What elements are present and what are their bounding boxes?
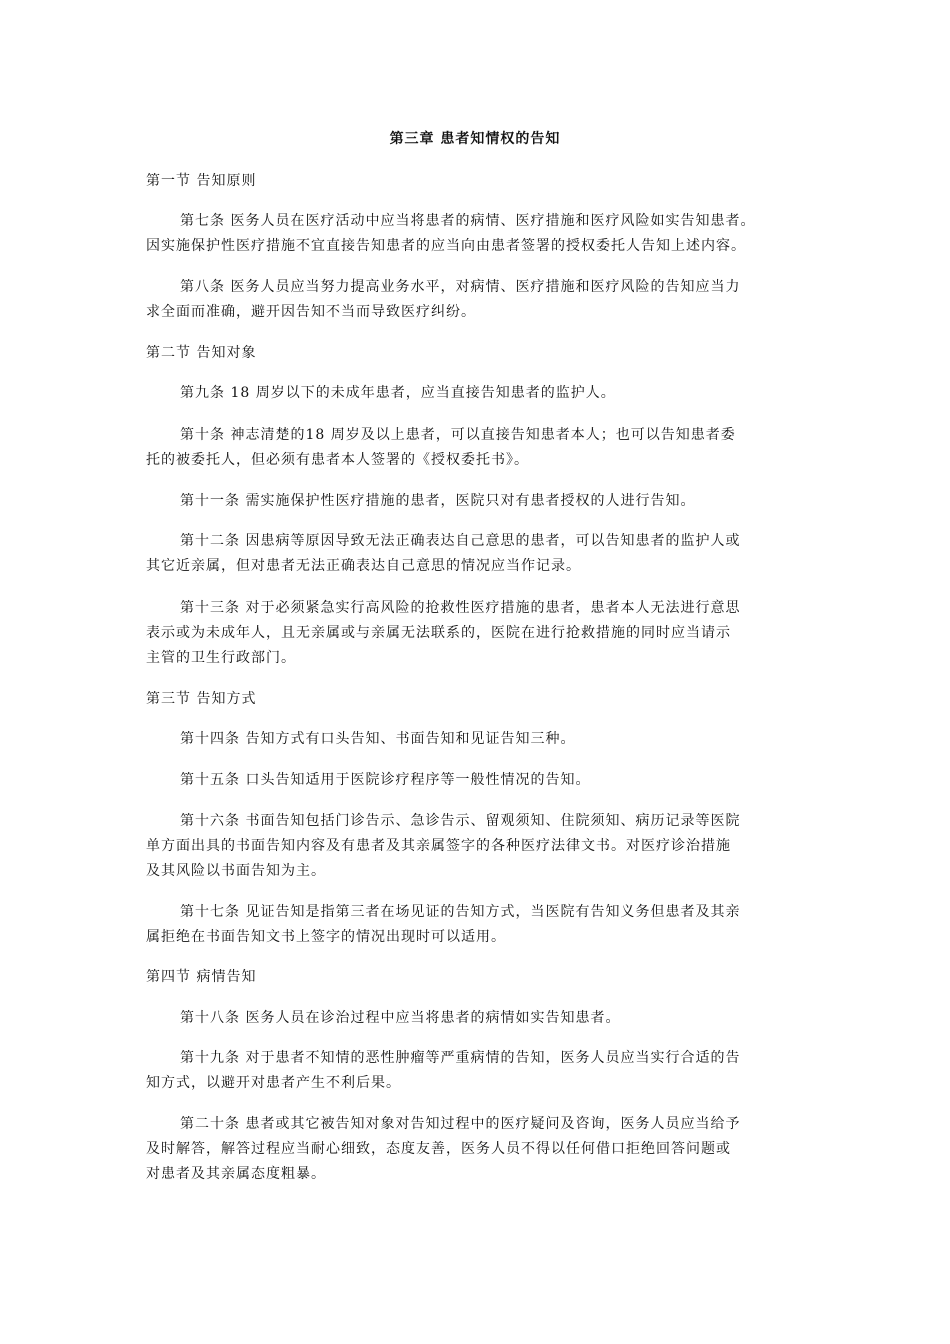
section-heading: 第三节 告知方式 <box>146 691 257 707</box>
article-line: 其它近亲属，但对患者无法正确表达自己意思的情况应当作记录。 <box>146 558 581 574</box>
article-line: 第九条 18 周岁以下的未成年患者，应当直接告知患者的监护人。 <box>180 385 616 401</box>
article-line: 及其风险以书面告知为主。 <box>146 863 326 879</box>
chapter-title: 第三章 患者知情权的告知 <box>389 131 561 147</box>
article-line: 及时解答，解答过程应当耐心细致，态度友善，医务人员不得以任何借口拒绝回答问题或 <box>146 1141 731 1157</box>
article-line: 单方面出具的书面告知内容及有患者及其亲属签字的各种医疗法律文书。对医疗诊治措施 <box>146 838 731 854</box>
article-line: 第十七条 见证告知是指第三者在场见证的告知方式，当医院有告知义务但患者及其亲 <box>180 904 741 920</box>
article-line: 第十八条 医务人员在诊治过程中应当将患者的病情如实告知患者。 <box>180 1010 621 1026</box>
article-line: 第十二条 因患病等原因导致无法正确表达自己意思的患者，可以告知患者的监护人或 <box>180 533 741 549</box>
article-line: 第十四条 告知方式有口头告知、书面告知和见证告知三种。 <box>180 731 576 747</box>
article-line: 对患者及其亲属态度粗暴。 <box>146 1166 326 1182</box>
section-heading: 第四节 病情告知 <box>146 969 257 985</box>
article-line: 第十五条 口头告知适用于医院诊疗程序等一般性情况的告知。 <box>180 772 591 788</box>
article-line: 主管的卫生行政部门。 <box>146 650 296 666</box>
article-line: 第八条 医务人员应当努力提高业务水平，对病情、医疗措施和医疗风险的告知应当力 <box>180 279 741 295</box>
section-heading: 第二节 告知对象 <box>146 345 257 361</box>
article-line: 第十六条 书面告知包括门诊告示、急诊告示、留观须知、住院须知、病历记录等医院 <box>180 813 741 829</box>
article-line: 表示或为未成年人，且无亲属或与亲属无法联系的，医院在进行抢救措施的同时应当请示 <box>146 625 731 641</box>
article-line: 属拒绝在书面告知文书上签字的情况出现时可以适用。 <box>146 929 506 945</box>
article-line: 第十三条 对于必须紧急实行高风险的抢救性医疗措施的患者，患者本人无法进行意思 <box>180 600 741 616</box>
article-line: 第七条 医务人员在医疗活动中应当将患者的病情、医疗措施和医疗风险如实告知患者。 <box>180 213 756 229</box>
article-line: 第十条 神志清楚的18 周岁及以上患者，可以直接告知患者本人；也可以告知患者委 <box>180 427 736 443</box>
article-line: 求全面而准确，避开因告知不当而导致医疗纠纷。 <box>146 304 476 320</box>
article-line: 第十一条 需实施保护性医疗措施的患者，医院只对有患者授权的人进行告知。 <box>180 493 696 509</box>
article-line: 第二十条 患者或其它被告知对象对告知过程中的医疗疑问及咨询，医务人员应当给予 <box>180 1116 741 1132</box>
article-line: 知方式，以避开对患者产生不利后果。 <box>146 1075 401 1091</box>
article-line: 托的被委托人，但必须有患者本人签署的《授权委托书》。 <box>146 452 529 468</box>
article-line: 因实施保护性医疗措施不宜直接告知患者的应当向由患者签署的授权委托人告知上述内容。 <box>146 238 746 254</box>
section-heading: 第一节 告知原则 <box>146 173 257 189</box>
article-line: 第十九条 对于患者不知情的恶性肿瘤等严重病情的告知，医务人员应当实行合适的告 <box>180 1050 741 1066</box>
